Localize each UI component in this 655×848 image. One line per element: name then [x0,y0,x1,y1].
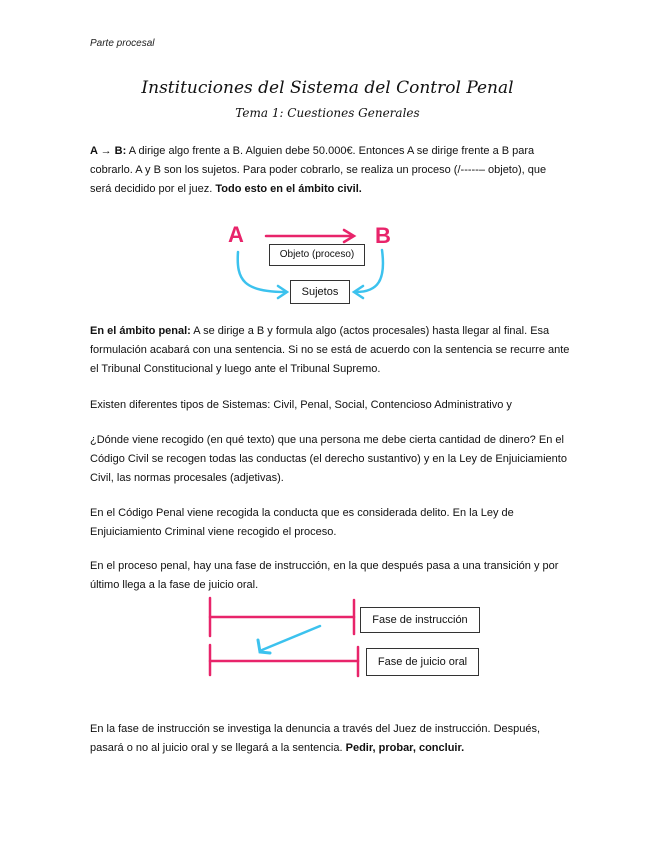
paragraph-lead: En el ámbito penal: [90,325,191,337]
transition-arrow [262,626,320,650]
paragraph-instruction-phase [90,720,570,758]
label-b: B [375,223,391,248]
paragraph-text: En la fase de instrucción se investiga la denuncia a través del Juez de instrucción. Después, pasará o no al juicio oral y se llegará a la sentencia. [90,723,541,754]
paragraph-bold-end: Pedir, probar, concluir. [345,742,465,754]
paragraph-text: A dirige algo frente a B. Alguien debe 50.000€. Entonces A se dirige frente a B para cobrarlo. A y B son los sujetos. Para poder cobrarlo, se realiza un proceso (/-----– objeto), que será decidido por el juez. [90,145,547,195]
juicio-oral-phase-box: Fase de juicio oral [366,648,479,676]
paragraph-bold-end: Todo esto en el ámbito civil. [215,183,362,195]
label-a: A [228,222,244,247]
paragraph-penal-process: En el proceso penal, hay una fase de instrucción, en la que después pasa a una transición y por último llega a la fase de juicio oral. [90,560,559,591]
instruccion-phase-box: Fase de instrucción [360,607,480,633]
subjects-box: Sujetos [290,280,350,304]
paragraph-systems: Existen diferentes tipos de Sistemas: Civil, Penal, Social, Contencioso Administrativo y [90,399,512,411]
paragraph-lead: A → B: [90,145,127,157]
paragraph-where-collected: ¿Dónde viene recogido (en qué texto) que una persona me debe cierta cantidad de dinero? En el Código Civil se recogen todas las conductas (el derecho sustantivo) y en la Ley de Enjuiciamiento Civil, las normas procesales (adjetivas). [90,434,567,484]
document-title: Instituciones del Sistema del Control Penal [141,78,514,98]
document-subtitle: Tema 1: Cuestiones Generales [235,106,420,120]
paragraph-penal-scope [90,322,570,379]
paragraph-penal-code: En el Código Penal viene recogida la conducta que es considerada delito. En la Ley de Enjuiciamiento Criminal viene recogido el proceso. [90,507,514,538]
page-header: Parte procesal [90,38,155,49]
object-box: Objeto (proceso) [269,244,365,266]
paragraph-text: A se dirige a B y formula algo (actos procesales) hasta llegar al final. Esa formulación acabará con una sentencia. Si no se está de acuerdo con la sentencia se recurre ante el Tribunal Constitucional y luego ante el Tribunal Supremo. [90,325,570,375]
